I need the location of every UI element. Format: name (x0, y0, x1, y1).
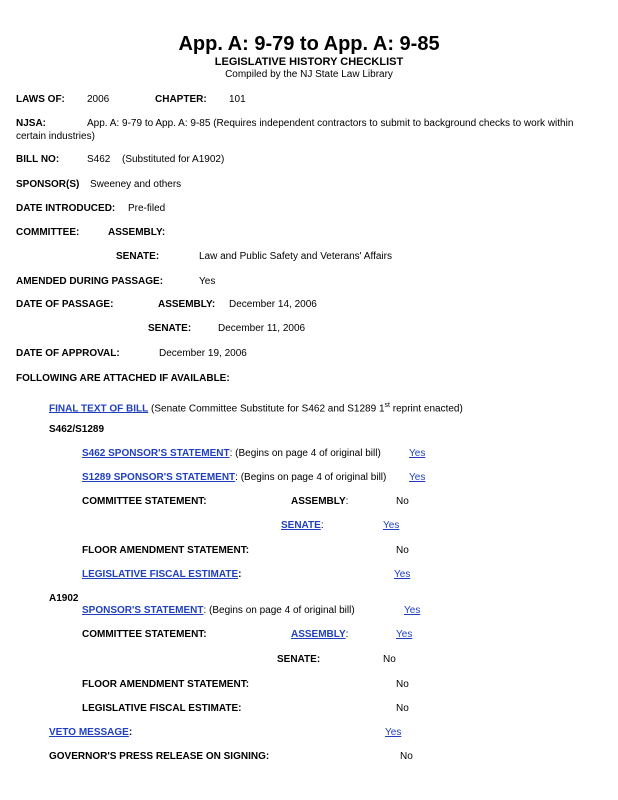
a1902-committee-assembly-colon: : (345, 629, 349, 640)
s1289-sponsor-statement-desc: : (Begins on page 4 of original bill) (235, 472, 387, 483)
s462-committee-senate-colon: : (320, 520, 324, 531)
compiled-by: Compiled by the NJ State Law Library (225, 69, 393, 80)
njsa-label: NJSA: (16, 118, 47, 129)
s462-heading: S462/S1289 (49, 424, 105, 435)
final-text-link[interactable]: FINAL TEXT OF BILL (49, 403, 149, 415)
s462-committee-assembly-label: ASSEMBLY (291, 496, 346, 507)
s462-committee-statement-label: COMMITTEE STATEMENT: (82, 496, 207, 507)
a1902-sponsor-statement-desc: : (Begins on page 4 of original bill) (203, 605, 355, 616)
s462-sponsor-statement-desc: : (Begins on page 4 of original bill) (229, 448, 381, 459)
s1289-sponsor-statement-link[interactable]: S1289 SPONSOR'S STATEMENT (82, 472, 236, 483)
s462-committee-senate (281, 520, 324, 532)
s462-sponsor-statement-row (82, 448, 381, 460)
passage-assembly-value: December 14, 2006 (229, 299, 317, 310)
s1289-sponsor-statement-yes[interactable]: Yes (409, 472, 426, 483)
s462-committee-senate-yes[interactable]: Yes (383, 520, 400, 531)
date-of-approval-value: December 19, 2006 (159, 348, 247, 359)
a1902-committee-statement-label: COMMITTEE STATEMENT: (82, 629, 207, 640)
passage-assembly-label: ASSEMBLY: (158, 299, 216, 310)
committee-assembly-label: ASSEMBLY: (108, 227, 166, 238)
s462-sponsor-statement-link[interactable]: S462 SPONSOR'S STATEMENT (82, 448, 230, 459)
a1902-sponsor-statement-row (82, 605, 355, 617)
laws-of-value: 2006 (87, 94, 110, 105)
attached-heading: FOLLOWING ARE ATTACHED IF AVAILABLE: (16, 373, 230, 384)
passage-senate-label: SENATE: (148, 323, 192, 334)
a1902-sponsor-statement-yes[interactable]: Yes (404, 605, 421, 616)
s462-floor-amendment-label: FLOOR AMENDMENT STATEMENT: (82, 545, 250, 556)
final-text-row (49, 400, 463, 415)
a1902-floor-amendment-value: No (396, 679, 409, 690)
veto-message-link[interactable]: VETO MESSAGE (49, 727, 129, 738)
a1902-committee-senate-label: SENATE: (277, 654, 321, 665)
s462-fiscal-estimate-yes[interactable]: Yes (394, 569, 411, 580)
s462-fiscal-estimate-link[interactable]: LEGISLATIVE FISCAL ESTIMATE (82, 569, 239, 580)
a1902-fiscal-estimate-label: LEGISLATIVE FISCAL ESTIMATE: (82, 703, 242, 714)
laws-of-label: LAWS OF: (16, 94, 65, 105)
s462-committee-assembly-value: No (396, 496, 409, 507)
sponsors-label: SPONSOR(S) (16, 179, 80, 190)
njsa-value: App. A: 9-79 to App. A: 9-85 (Requires independent contractors to submit to background checks to work within certain industries) (16, 118, 574, 142)
amended-label: AMENDED DURING PASSAGE: (16, 276, 164, 287)
passage-senate-value: December 11, 2006 (218, 323, 306, 334)
sponsors-value: Sweeney and others (90, 179, 182, 190)
date-introduced-value: Pre-filed (128, 203, 166, 214)
s462-sponsor-statement-yes[interactable]: Yes (409, 448, 426, 459)
a1902-sponsor-statement-link[interactable]: SPONSOR'S STATEMENT (82, 605, 204, 616)
page-subtitle: LEGISLATIVE HISTORY CHECKLIST (214, 56, 404, 68)
a1902-committee-assembly-yes[interactable]: Yes (396, 629, 413, 640)
press-release-value: No (400, 751, 413, 762)
veto-message-yes[interactable]: Yes (385, 727, 402, 738)
veto-message-colon: : (128, 727, 133, 738)
s462-floor-amendment-value: No (396, 545, 409, 556)
amended-value: Yes (199, 276, 216, 287)
s462-committee-assembly (291, 496, 348, 508)
committee-senate-label: SENATE: (116, 251, 160, 262)
date-introduced-label: DATE INTRODUCED: (16, 203, 116, 214)
s1289-sponsor-statement-row (82, 472, 386, 484)
final-text-desc2: reprint enacted) (389, 403, 463, 415)
final-text-desc: (Senate Committee Substitute for S462 and S1289 1 (148, 403, 385, 415)
chapter-value: 101 (229, 94, 246, 105)
committee-label: COMMITTEE: (16, 227, 80, 238)
bill-no-note: (Substituted for A1902) (122, 154, 225, 165)
date-of-passage-label: DATE OF PASSAGE: (16, 299, 114, 310)
a1902-heading: A1902 (49, 593, 79, 604)
date-of-approval-label: DATE OF APPROVAL: (16, 348, 120, 359)
a1902-committee-assembly (291, 629, 348, 641)
committee-senate-value: Law and Public Safety and Veterans' Affairs (199, 251, 392, 262)
njsa-row (16, 117, 606, 143)
page-title: App. A: 9-79 to App. A: 9-85 (178, 33, 440, 55)
s462-committee-assembly-colon: : (345, 496, 349, 507)
bill-no-value: S462 (87, 154, 111, 165)
a1902-fiscal-estimate-value: No (396, 703, 409, 714)
chapter-label: CHAPTER: (155, 94, 207, 105)
veto-message-row (49, 727, 132, 739)
a1902-committee-assembly-link[interactable]: ASSEMBLY (291, 629, 346, 640)
a1902-floor-amendment-label: FLOOR AMENDMENT STATEMENT: (82, 679, 250, 690)
bill-no-label: BILL NO: (16, 154, 60, 165)
s462-fiscal-estimate-colon: : (238, 569, 242, 580)
s462-fiscal-estimate (82, 569, 241, 581)
final-text-sup: st (384, 402, 390, 409)
press-release-label: GOVERNOR'S PRESS RELEASE ON SIGNING: (49, 751, 270, 762)
s462-committee-senate-link[interactable]: SENATE (281, 520, 321, 531)
a1902-committee-senate-value: No (383, 654, 396, 665)
